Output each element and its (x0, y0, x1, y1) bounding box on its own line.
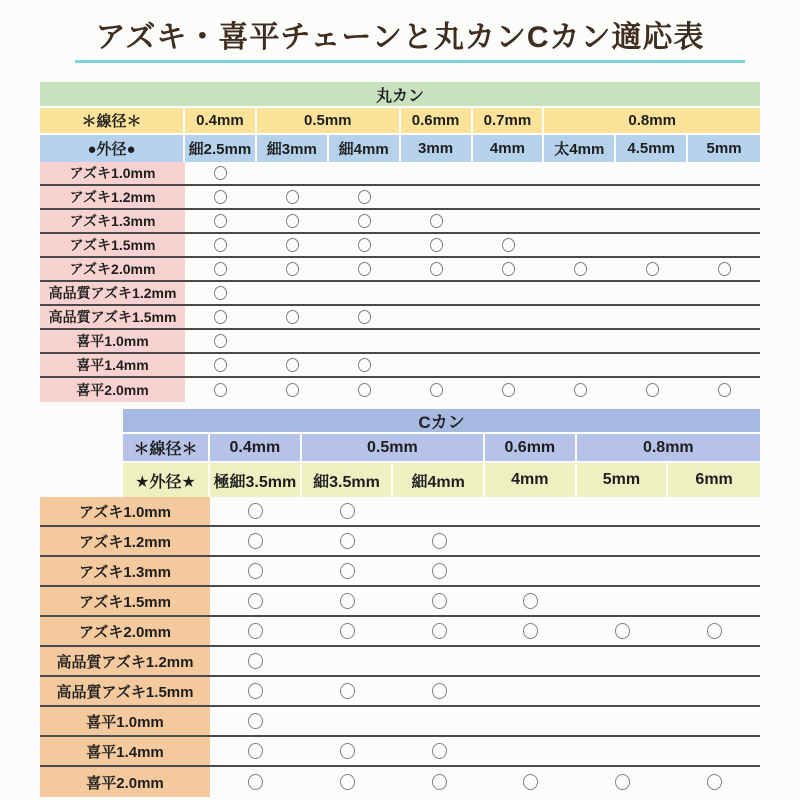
mark-circle (340, 593, 355, 609)
mark-circle (286, 238, 299, 252)
mark-cell (485, 767, 577, 797)
row-label: アズキ1.0mm (40, 162, 185, 184)
mark-cell (473, 282, 545, 304)
mark-circle (214, 334, 227, 348)
mark-cell (185, 306, 257, 328)
header-row (123, 463, 760, 497)
outer-diameter-cell: 5mm (688, 135, 760, 162)
table-row (40, 677, 760, 707)
header-row (123, 434, 760, 461)
row-label: アズキ1.0mm (40, 497, 210, 525)
mark-circle (523, 623, 538, 639)
row-label: アズキ2.0mm (40, 617, 210, 645)
mark-cell (393, 767, 485, 797)
mark-cell (485, 647, 577, 675)
mark-circle (340, 683, 355, 699)
mark-cell (210, 497, 302, 525)
mark-cell (485, 497, 577, 525)
mark-cell (616, 234, 688, 256)
row-label: アズキ1.5mm (40, 587, 210, 615)
mark-circle (214, 190, 227, 204)
mark-cell (257, 378, 329, 402)
mark-cell (393, 497, 485, 525)
mark-cell (473, 210, 545, 232)
table-row (40, 306, 760, 330)
table-row (40, 767, 760, 797)
mark-cell (210, 647, 302, 675)
outer-diameter-cell: 3mm (401, 135, 473, 162)
table-row (40, 617, 760, 647)
mark-cell (401, 306, 473, 328)
outer-diameter-cell: 極細3.5mm (210, 463, 302, 497)
mark-cell (616, 378, 688, 402)
mark-cell (485, 737, 577, 765)
mark-circle (502, 383, 515, 397)
mark-circle (214, 310, 227, 324)
mark-cell (668, 767, 760, 797)
mark-cell (688, 258, 760, 280)
mark-cell (329, 258, 401, 280)
mark-circle (214, 358, 227, 372)
header-row (123, 409, 760, 432)
mark-cell (577, 677, 669, 705)
mark-cell (688, 162, 760, 184)
mark-cell (393, 587, 485, 615)
mark-cell (688, 330, 760, 352)
mark-cell (401, 330, 473, 352)
mark-circle (574, 383, 587, 397)
mark-circle (286, 214, 299, 228)
mark-cell (401, 282, 473, 304)
mark-cell (577, 527, 669, 555)
mark-circle (286, 358, 299, 372)
mark-cell (329, 282, 401, 304)
mark-circle (214, 262, 227, 276)
mark-circle (358, 238, 371, 252)
page-title-text: アズキ・喜平チェーンと丸カンCカン適応表 (95, 21, 705, 54)
wire-diameter-label: ＊線径＊ (40, 108, 185, 133)
mark-cell (393, 677, 485, 705)
mark-cell (257, 186, 329, 208)
table-title-cell: 丸カン (40, 82, 760, 106)
mark-cell (302, 497, 394, 525)
mark-cell (668, 737, 760, 765)
mark-cell (544, 282, 616, 304)
mark-circle (248, 503, 263, 519)
outer-diameter-label: ●外径● (40, 135, 185, 162)
mark-cell (329, 210, 401, 232)
mark-cell (473, 354, 545, 376)
mark-cell (616, 186, 688, 208)
mark-circle (214, 286, 227, 300)
wire-diameter-cell: 0.4mm (210, 434, 302, 461)
mark-cell (302, 737, 394, 765)
outer-diameter-cell: 5mm (577, 463, 669, 497)
header-row (40, 135, 760, 162)
mark-cell (302, 617, 394, 645)
table-row (40, 737, 760, 767)
mark-cell (401, 354, 473, 376)
mark-cell (485, 587, 577, 615)
mark-cell (473, 306, 545, 328)
mark-cell (616, 282, 688, 304)
mark-cell (473, 234, 545, 256)
mark-cell (485, 707, 577, 735)
mark-circle (502, 238, 515, 252)
outer-diameter-cell: 細2.5mm (185, 135, 257, 162)
wire-diameter-label: ＊線径＊ (123, 434, 210, 461)
mark-circle (502, 262, 515, 276)
mark-cell (393, 737, 485, 765)
mark-cell (668, 587, 760, 615)
mark-cell (185, 186, 257, 208)
wire-diameter-cell: 0.8mm (577, 434, 760, 461)
mark-cell (401, 162, 473, 184)
mark-circle (615, 774, 630, 790)
mark-cell (210, 527, 302, 555)
row-label: 高品質アズキ1.2mm (40, 647, 210, 675)
mark-cell (329, 162, 401, 184)
row-label: 高品質アズキ1.5mm (40, 677, 210, 705)
header-row (40, 82, 760, 106)
row-label: 喜平1.4mm (40, 737, 210, 765)
mark-cell (616, 162, 688, 184)
table-row (40, 378, 760, 402)
mark-cell (616, 354, 688, 376)
mark-cell (257, 282, 329, 304)
row-label: 喜平1.0mm (40, 707, 210, 735)
row-label: アズキ1.2mm (40, 527, 210, 555)
mark-circle (358, 310, 371, 324)
mark-cell (257, 330, 329, 352)
mark-cell (577, 767, 669, 797)
mark-circle (248, 774, 263, 790)
mark-cell (688, 210, 760, 232)
mark-cell (688, 306, 760, 328)
mark-circle (718, 383, 731, 397)
mark-cell (577, 617, 669, 645)
mark-cell (257, 306, 329, 328)
mark-circle (286, 190, 299, 204)
mark-cell (485, 617, 577, 645)
mark-circle (432, 533, 447, 549)
mark-cell (185, 378, 257, 402)
mark-cell (688, 354, 760, 376)
mark-cell (329, 234, 401, 256)
row-label: 喜平2.0mm (40, 767, 210, 797)
mark-cell (393, 617, 485, 645)
mark-circle (430, 238, 443, 252)
mark-cell (210, 587, 302, 615)
mark-circle (432, 593, 447, 609)
mark-circle (718, 262, 731, 276)
mark-cell (544, 306, 616, 328)
header-row (40, 108, 760, 133)
wire-diameter-cell: 0.8mm (544, 108, 760, 133)
mark-circle (358, 358, 371, 372)
mark-circle (286, 383, 299, 397)
outer-diameter-cell: 太4mm (544, 135, 616, 162)
mark-circle (248, 533, 263, 549)
row-label: アズキ1.5mm (40, 234, 185, 256)
mark-cell (577, 497, 669, 525)
row-label: アズキ1.3mm (40, 210, 185, 232)
mark-circle (340, 533, 355, 549)
mark-cell (302, 707, 394, 735)
mark-cell (257, 210, 329, 232)
mark-circle (615, 623, 630, 639)
page-title (0, 18, 800, 57)
mark-cell (544, 186, 616, 208)
mark-cell (401, 186, 473, 208)
mark-cell (473, 378, 545, 402)
mark-circle (248, 563, 263, 579)
row-label: アズキ2.0mm (40, 258, 185, 280)
table-row (40, 210, 760, 234)
mark-cell (393, 527, 485, 555)
table-row (40, 557, 760, 587)
mark-circle (214, 166, 227, 180)
mark-cell (302, 557, 394, 585)
mark-circle (248, 743, 263, 759)
mark-cell (616, 210, 688, 232)
mark-cell (544, 234, 616, 256)
mark-cell (544, 354, 616, 376)
outer-diameter-cell: 4mm (473, 135, 545, 162)
mark-cell (544, 378, 616, 402)
wire-diameter-cell: 0.5mm (257, 108, 401, 133)
mark-circle (358, 190, 371, 204)
mark-cell (185, 234, 257, 256)
wire-diameter-cell: 0.7mm (473, 108, 545, 133)
mark-cell (329, 330, 401, 352)
mark-cell (668, 677, 760, 705)
mark-cell (668, 647, 760, 675)
mark-cell (393, 707, 485, 735)
mark-circle (214, 238, 227, 252)
mark-circle (214, 383, 227, 397)
mark-circle (707, 774, 722, 790)
row-label: 喜平2.0mm (40, 378, 185, 402)
mark-cell (210, 707, 302, 735)
mark-cell (668, 707, 760, 735)
outer-diameter-cell: 細3mm (257, 135, 329, 162)
mark-cell (668, 557, 760, 585)
mark-cell (329, 378, 401, 402)
mark-circle (340, 743, 355, 759)
mark-cell (577, 737, 669, 765)
mark-circle (358, 214, 371, 228)
mark-circle (358, 383, 371, 397)
mark-cell (616, 306, 688, 328)
mark-cell (185, 282, 257, 304)
mark-circle (340, 563, 355, 579)
mark-cell (210, 737, 302, 765)
mark-cell (185, 258, 257, 280)
mark-cell (688, 282, 760, 304)
outer-diameter-cell: 細4mm (329, 135, 401, 162)
mark-cell (329, 306, 401, 328)
table-row (40, 330, 760, 354)
table-row (40, 186, 760, 210)
mark-circle (286, 310, 299, 324)
mark-cell (688, 186, 760, 208)
mark-cell (473, 186, 545, 208)
mark-cell (401, 234, 473, 256)
table-row (40, 497, 760, 527)
mark-circle (574, 262, 587, 276)
table-row (40, 354, 760, 378)
row-label: アズキ1.2mm (40, 186, 185, 208)
mark-circle (432, 774, 447, 790)
wire-diameter-cell: 0.5mm (302, 434, 485, 461)
mark-cell (485, 527, 577, 555)
table-title-cell: Cカン (123, 409, 760, 432)
mark-circle (358, 262, 371, 276)
mark-circle (523, 593, 538, 609)
outer-diameter-cell: 細4mm (393, 463, 485, 497)
mark-cell (210, 767, 302, 797)
mark-cell (302, 527, 394, 555)
mark-cell (401, 378, 473, 402)
table-row (40, 587, 760, 617)
mark-cell (616, 258, 688, 280)
mark-circle (646, 383, 659, 397)
outer-diameter-cell: 6mm (668, 463, 760, 497)
mark-cell (577, 557, 669, 585)
mark-cell (668, 527, 760, 555)
outer-diameter-label: ★外径★ (123, 463, 210, 497)
mark-cell (302, 587, 394, 615)
mark-cell (210, 677, 302, 705)
mark-cell (473, 330, 545, 352)
mark-cell (544, 330, 616, 352)
table-row (40, 234, 760, 258)
mark-circle (248, 593, 263, 609)
mark-circle (430, 262, 443, 276)
mark-cell (302, 767, 394, 797)
outer-diameter-cell: 細3.5mm (302, 463, 394, 497)
mark-cell (473, 258, 545, 280)
mark-cell (302, 647, 394, 675)
mark-circle (523, 774, 538, 790)
mark-circle (430, 214, 443, 228)
mark-circle (430, 383, 443, 397)
mark-cell (668, 497, 760, 525)
mark-cell (393, 647, 485, 675)
mark-circle (248, 713, 263, 729)
wire-diameter-cell: 0.6mm (485, 434, 577, 461)
mark-cell (210, 557, 302, 585)
mark-cell (257, 258, 329, 280)
mark-circle (248, 653, 263, 669)
mark-circle (432, 683, 447, 699)
title-underline (75, 60, 745, 63)
outer-diameter-cell: 4mm (485, 463, 577, 497)
mark-cell (668, 617, 760, 645)
mark-cell (329, 354, 401, 376)
table-row (40, 527, 760, 557)
mark-cell (302, 677, 394, 705)
mark-cell (401, 210, 473, 232)
mark-cell (616, 330, 688, 352)
mark-cell (544, 258, 616, 280)
table-row (40, 282, 760, 306)
mark-cell (473, 162, 545, 184)
mark-cell (544, 162, 616, 184)
mark-circle (340, 503, 355, 519)
row-label: アズキ1.3mm (40, 557, 210, 585)
mark-cell (185, 354, 257, 376)
outer-diameter-cell: 4.5mm (616, 135, 688, 162)
mark-circle (432, 743, 447, 759)
mark-circle (248, 683, 263, 699)
mark-cell (485, 677, 577, 705)
mark-circle (286, 262, 299, 276)
row-label: 高品質アズキ1.5mm (40, 306, 185, 328)
mark-cell (210, 617, 302, 645)
mark-cell (393, 557, 485, 585)
mark-cell (185, 210, 257, 232)
mark-circle (248, 623, 263, 639)
table-row (40, 647, 760, 677)
mark-cell (329, 186, 401, 208)
table-row (40, 258, 760, 282)
mark-cell (544, 210, 616, 232)
mark-cell (257, 354, 329, 376)
mark-cell (257, 234, 329, 256)
mark-cell (257, 162, 329, 184)
mark-cell (401, 258, 473, 280)
row-label: 高品質アズキ1.2mm (40, 282, 185, 304)
table-row (40, 162, 760, 186)
wire-diameter-cell: 0.6mm (401, 108, 473, 133)
mark-cell (688, 234, 760, 256)
table-row (40, 707, 760, 737)
mark-circle (646, 262, 659, 276)
mark-circle (340, 774, 355, 790)
row-label: 喜平1.4mm (40, 354, 185, 376)
mark-cell (185, 162, 257, 184)
mark-cell (577, 707, 669, 735)
row-label: 喜平1.0mm (40, 330, 185, 352)
mark-cell (485, 557, 577, 585)
mark-circle (432, 623, 447, 639)
mark-circle (707, 623, 722, 639)
mark-cell (185, 330, 257, 352)
mark-circle (214, 214, 227, 228)
mark-cell (577, 647, 669, 675)
wire-diameter-cell: 0.4mm (185, 108, 257, 133)
mark-circle (432, 563, 447, 579)
mark-circle (340, 623, 355, 639)
mark-cell (577, 587, 669, 615)
mark-cell (688, 378, 760, 402)
